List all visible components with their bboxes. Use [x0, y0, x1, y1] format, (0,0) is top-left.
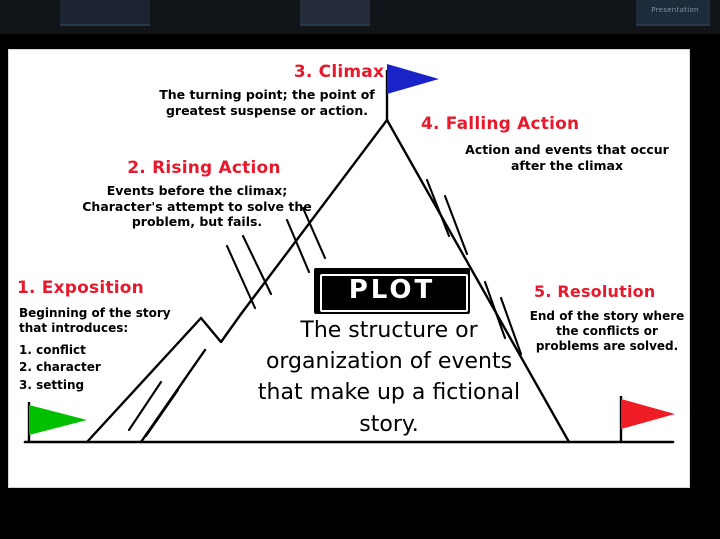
exposition-flag-icon — [29, 402, 87, 442]
top-chrome-chip-left — [60, 0, 150, 26]
climax-body: The turning point; the point of greatest suspense or action. — [159, 87, 375, 118]
top-chrome-chip-center — [300, 0, 370, 26]
exposition-list — [19, 342, 169, 394]
falling-action-body: Action and events that occur after the climax — [465, 142, 669, 173]
bottom-chrome-bar — [0, 487, 720, 539]
climax-heading: 3. Climax — [293, 62, 385, 82]
list-item: 3. setting — [19, 377, 85, 392]
list-item: 2. character — [19, 360, 101, 375]
resolution-body: End of the story where the conflicts or problems are solved. — [529, 309, 685, 353]
falling-action-heading: 4. Falling Action — [421, 114, 580, 134]
resolution-heading: 5. Resolution — [534, 282, 656, 301]
plot-title-label: PLOT — [348, 275, 436, 305]
list-item: 1. conflict — [19, 343, 86, 357]
plot-diagram-slide — [8, 49, 690, 488]
resolution-flag-icon — [621, 396, 675, 442]
plot-description: The structure or organization of events that make up a fictional story. — [257, 318, 521, 437]
plot-title-box — [314, 268, 470, 314]
exposition-heading: 1. Exposition — [17, 278, 144, 298]
top-chrome-chip-label: Presentation — [651, 6, 699, 14]
rising-action-heading: 2. Rising Action — [127, 158, 281, 178]
exposition-body: Beginning of the story that introduces: — [19, 306, 171, 335]
rising-action-body: Events before the climax; Character's attempt to solve the problem, but fails. — [82, 183, 312, 230]
